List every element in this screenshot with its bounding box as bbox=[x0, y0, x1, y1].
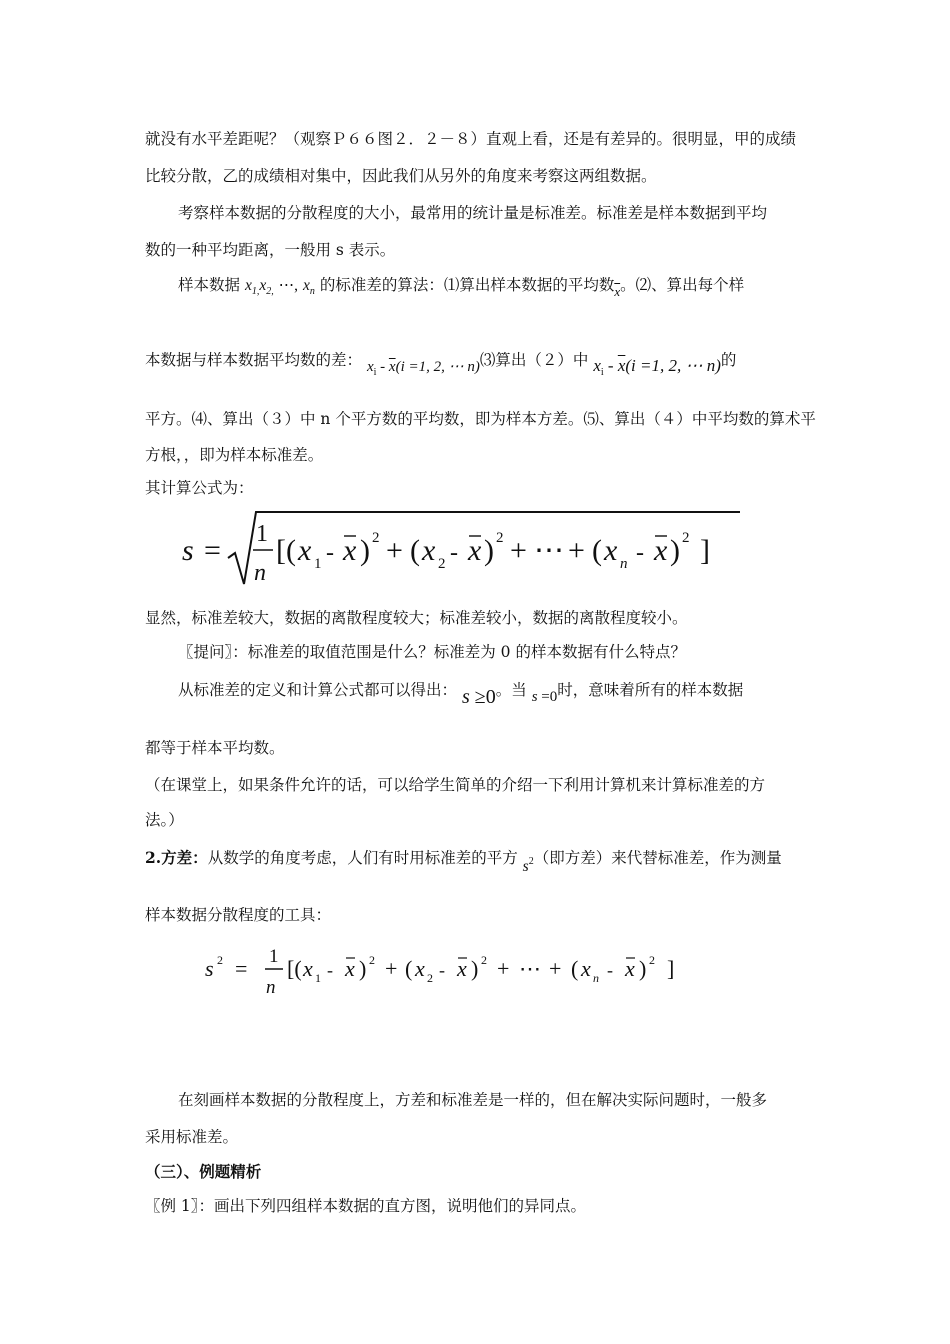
math-s-eq-0: s =0 bbox=[531, 689, 558, 705]
math-s-squared: $s^2$ bbox=[522, 856, 534, 875]
svg-text:): ) bbox=[471, 956, 479, 981]
math-deviation: $x_i - \overline{x}(i =1$, 2, ⋯ n) bbox=[593, 356, 721, 378]
math-deviation: $x_i - \overline{x}(i =1$, 2, ⋯ n) bbox=[366, 359, 480, 378]
svg-text:n: n bbox=[593, 971, 599, 985]
svg-text:2: 2 bbox=[372, 530, 380, 546]
svg-text:x: x bbox=[303, 956, 313, 981]
text-run: 。⑵、算出每个样 bbox=[620, 276, 745, 294]
svg-text:-: - bbox=[327, 960, 333, 980]
text-run: 。当 bbox=[495, 681, 527, 699]
svg-text:(: ( bbox=[405, 956, 413, 981]
paragraph-line: 在刻画样本数据的分散程度上，方差和标准差是一样的，但在解决实际问题时，一般多 bbox=[178, 1091, 768, 1109]
svg-text:1: 1 bbox=[256, 521, 268, 547]
svg-text:+: + bbox=[549, 956, 562, 981]
text-run: 本数据与样本数据平均数的差： bbox=[145, 351, 363, 369]
svg-text:2: 2 bbox=[217, 953, 223, 967]
svg-text:⋯: ⋯ bbox=[519, 956, 541, 981]
svg-text:-: - bbox=[450, 540, 458, 566]
svg-text:x: x bbox=[345, 956, 355, 981]
svg-text:2: 2 bbox=[438, 556, 446, 572]
svg-text:x: x bbox=[468, 534, 482, 567]
svg-text:=: = bbox=[204, 534, 221, 567]
paragraph-line: 比较分散，乙的成绩相对集中，因此我们从另外的角度来考察这两组数据。 bbox=[145, 167, 657, 185]
example-line: 〖例 1〗：画出下列四组样本数据的直方图，说明他们的异同点。 bbox=[145, 1197, 587, 1215]
svg-text:+: + bbox=[497, 956, 510, 981]
svg-text:2: 2 bbox=[682, 530, 690, 546]
svg-text:x: x bbox=[457, 956, 467, 981]
paragraph-line: （在课堂上，如果条件允许的话，可以给学生简单的介绍一下利用计算机来计算标准差的方 bbox=[145, 776, 766, 794]
text-run: 从数学的角度考虑，人们有时用标准差的平方 bbox=[207, 849, 518, 867]
svg-text:-: - bbox=[326, 540, 334, 566]
svg-text:): ) bbox=[670, 534, 680, 567]
svg-text:n: n bbox=[254, 560, 266, 586]
svg-text:x: x bbox=[343, 534, 357, 567]
svg-text:1: 1 bbox=[315, 971, 321, 985]
svg-text:x: x bbox=[625, 956, 635, 981]
svg-text:]: ] bbox=[700, 534, 710, 567]
svg-text:-: - bbox=[439, 960, 445, 980]
svg-text:): ) bbox=[484, 534, 494, 567]
paragraph-line: 考察样本数据的分散程度的大小，最常用的统计量是标准差。标准差是样本数据到平均 bbox=[178, 204, 768, 222]
algorithm-step-line bbox=[178, 275, 744, 302]
text-run: 时，意味着所有的样本数据 bbox=[557, 681, 744, 699]
svg-text:(: ( bbox=[592, 534, 602, 567]
variance-formula bbox=[205, 940, 750, 1000]
svg-text:n: n bbox=[620, 556, 628, 572]
text-run: （即方差）来代替标准差，作为测量 bbox=[533, 849, 782, 867]
paragraph-line bbox=[178, 680, 743, 707]
text-run: 的标准差的算法：⑴算出样本数据的平均数 bbox=[319, 276, 615, 294]
question-line: 〖提问〗：标准差的取值范围是什么？标准差为 0 的样本数据有什么特点？ bbox=[178, 643, 686, 661]
svg-text:+: + bbox=[568, 534, 585, 567]
svg-text:x: x bbox=[298, 534, 312, 567]
math-dots: ⋯ bbox=[278, 277, 295, 294]
paragraph-line: 方根，，即为样本标准差。 bbox=[145, 446, 324, 464]
section-title: （三）、例题精析 bbox=[145, 1162, 262, 1181]
paragraph-line: 数的一种平均距离，一般用 s 表示。 bbox=[145, 241, 396, 259]
svg-text:]: ] bbox=[667, 956, 675, 981]
section-heading: 2.方差： bbox=[145, 848, 208, 867]
text-run: 样本数据 bbox=[178, 276, 241, 294]
svg-text:x: x bbox=[581, 956, 591, 981]
paragraph-line: 其计算公式为： bbox=[145, 479, 254, 497]
math-xn: $x_n$ bbox=[302, 277, 315, 297]
svg-text:(: ( bbox=[571, 956, 579, 981]
svg-text:-: - bbox=[607, 960, 613, 980]
paragraph-line: 都等于样本平均数。 bbox=[145, 739, 285, 757]
svg-text:1: 1 bbox=[269, 946, 279, 967]
svg-text:x: x bbox=[422, 534, 436, 567]
svg-text:+: + bbox=[510, 534, 527, 567]
svg-text:(: ( bbox=[410, 534, 420, 567]
text-run: ⑶算出（２）中 bbox=[479, 351, 589, 369]
paragraph-line: 采用标准差。 bbox=[145, 1128, 239, 1146]
svg-text:[(: [( bbox=[287, 956, 302, 981]
svg-text:2: 2 bbox=[496, 530, 504, 546]
variance-definition-line bbox=[145, 848, 782, 877]
svg-text:n: n bbox=[266, 977, 276, 998]
svg-text:+: + bbox=[386, 534, 403, 567]
svg-text:2: 2 bbox=[369, 953, 375, 967]
svg-text:+: + bbox=[385, 956, 398, 981]
text-run: 的 bbox=[720, 351, 737, 369]
svg-text:1: 1 bbox=[314, 556, 322, 572]
svg-text:-: - bbox=[636, 540, 644, 566]
svg-text:s: s bbox=[182, 534, 194, 567]
paragraph-line: 就没有水平差距呢？（观察Ｐ６６图２．２－８）直观上看，还是有差异的。很明显，甲的成绩 bbox=[145, 130, 797, 148]
svg-text:x: x bbox=[415, 956, 425, 981]
svg-text:): ) bbox=[360, 534, 370, 567]
svg-text:x: x bbox=[654, 534, 668, 567]
math-xbar: x bbox=[614, 284, 621, 299]
svg-text:): ) bbox=[359, 956, 367, 981]
paragraph-line: 样本数据分散程度的工具： bbox=[145, 906, 332, 924]
math-x2: $x_{2,}$ bbox=[259, 277, 274, 297]
standard-deviation-formula bbox=[180, 508, 750, 592]
math-comma: , bbox=[294, 277, 299, 294]
algorithm-step-line bbox=[145, 350, 736, 383]
svg-text:2: 2 bbox=[427, 971, 433, 985]
svg-text:2: 2 bbox=[481, 953, 487, 967]
math-s-geq-0: s ≥0 bbox=[461, 686, 496, 708]
paragraph-line: 平方。⑷、算出（３）中 n 个平方数的平均数，即为样本方差。⑸、算出（４）中平均数的算术平 bbox=[145, 410, 816, 428]
svg-text:x: x bbox=[604, 534, 618, 567]
svg-text:2: 2 bbox=[649, 953, 655, 967]
paragraph-line: 显然，标准差较大，数据的离散程度较大；标准差较小，数据的离散程度较小。 bbox=[145, 609, 688, 627]
svg-text:s: s bbox=[205, 956, 214, 981]
svg-text:[(: [( bbox=[276, 534, 296, 567]
math-x1: $x_{1,}$ bbox=[244, 277, 260, 297]
svg-text:⋯: ⋯ bbox=[534, 534, 564, 567]
svg-text:): ) bbox=[639, 956, 647, 981]
text-run: 从标准差的定义和计算公式都可以得出： bbox=[178, 681, 458, 699]
svg-text:=: = bbox=[235, 956, 248, 981]
paragraph-line: 法。） bbox=[145, 811, 184, 829]
